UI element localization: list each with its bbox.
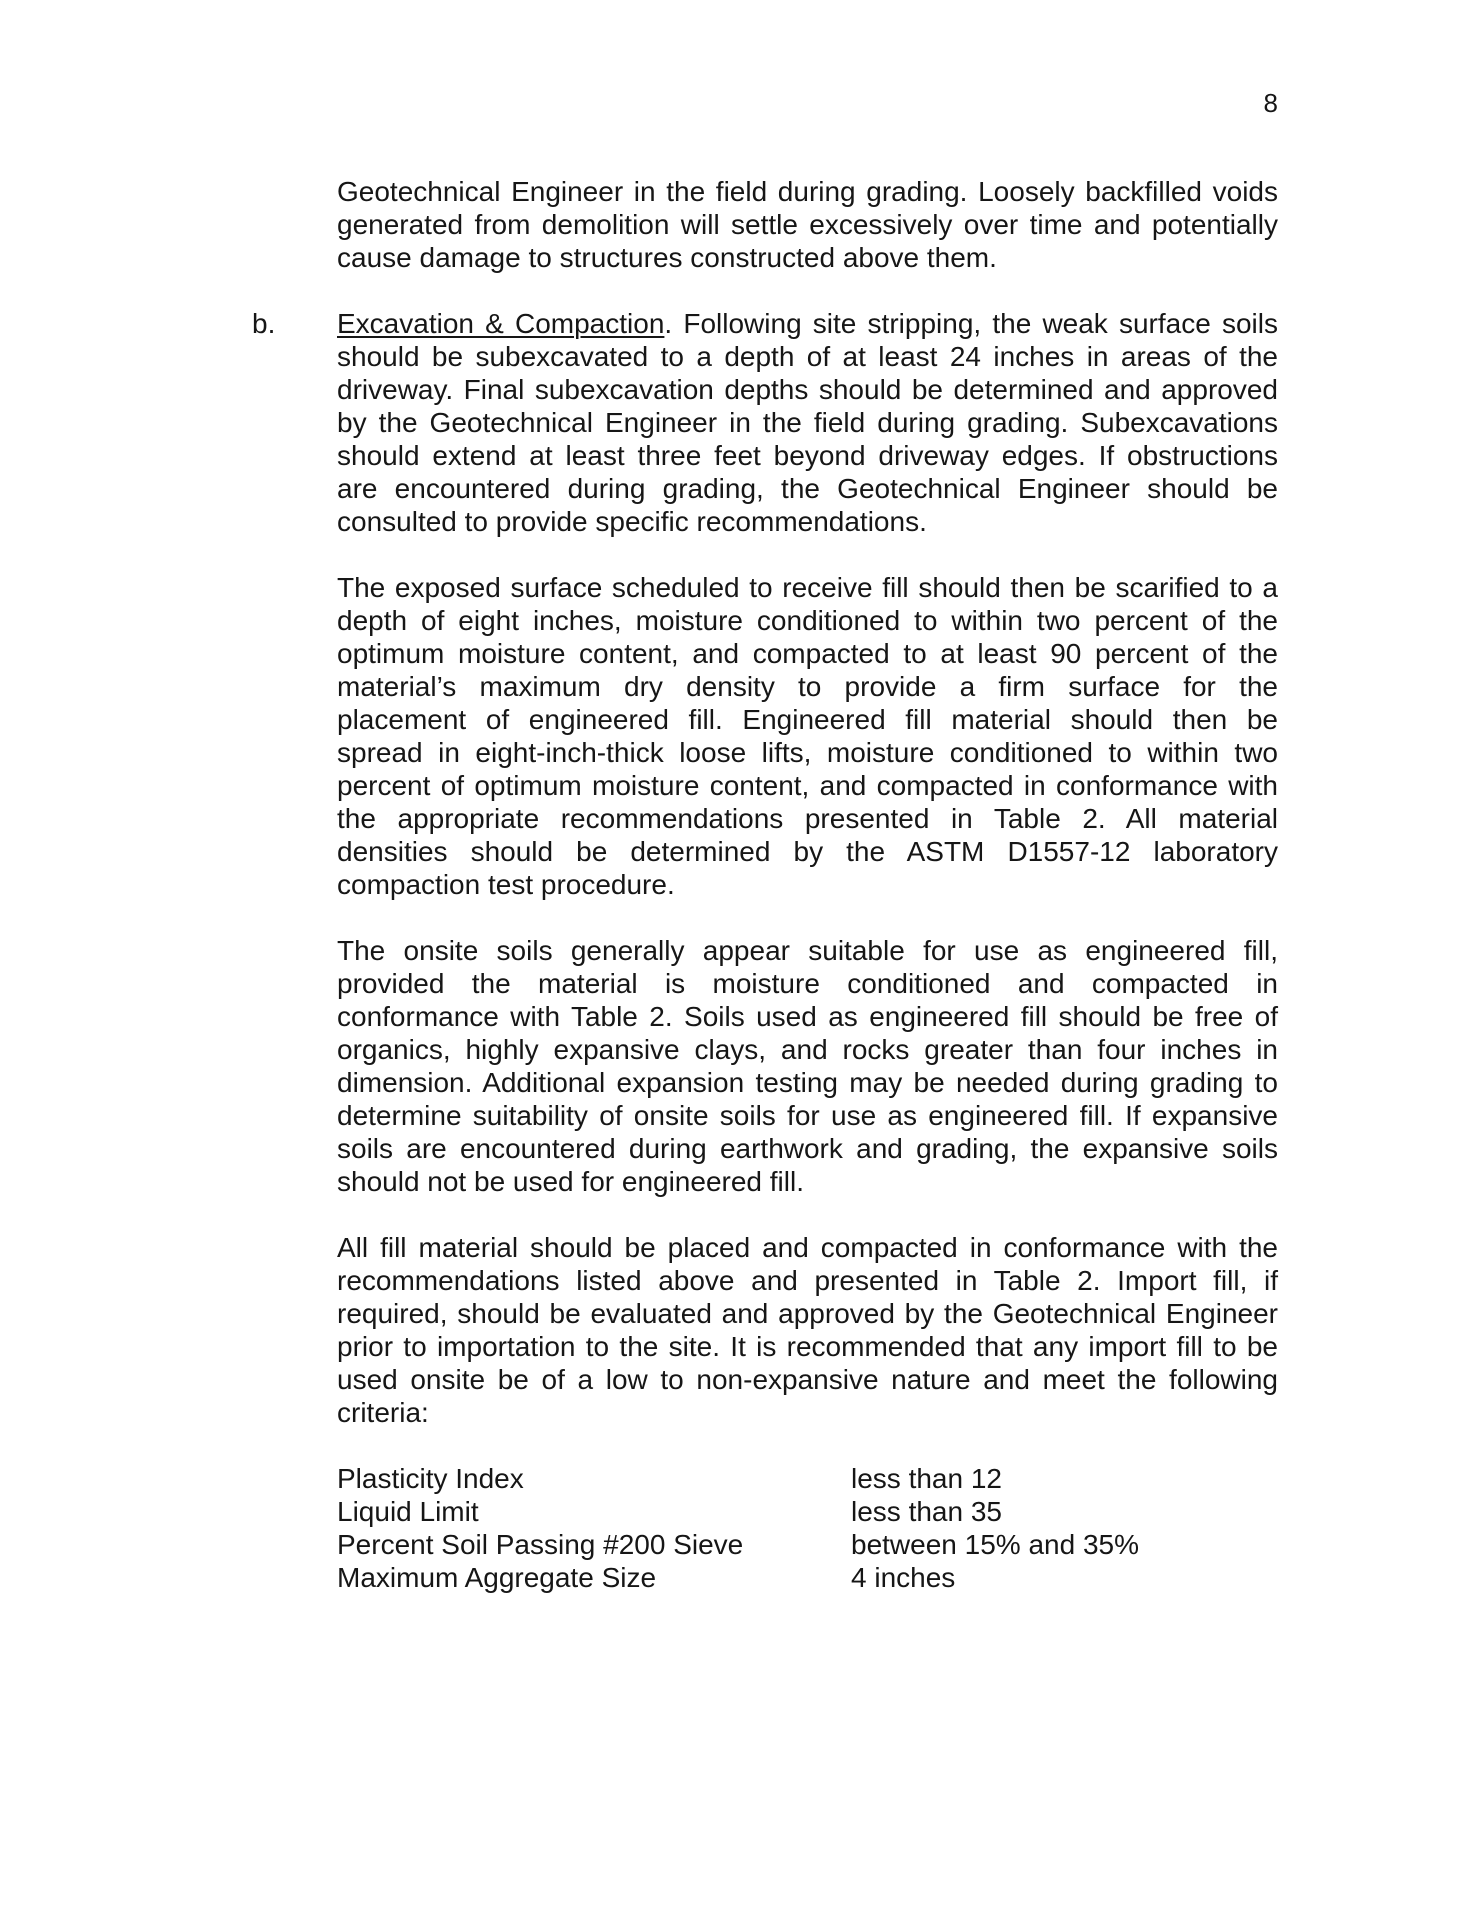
text-line: should not be used for engineered fill. (337, 1166, 804, 1197)
text-line: conformance with Table 2. Soils used as engineered fill should be free of (337, 1001, 1278, 1032)
criteria-requirement: less than 12 (851, 1463, 1002, 1494)
section-heading: Excavation & Compaction (337, 308, 665, 339)
criteria-property: Maximum Aggregate Size (337, 1562, 657, 1593)
text-line: densities should be determined by the ASTM D1557-12 laboratory (337, 836, 1278, 867)
text-line: are encountered during grading, the Geotechnical Engineer should be (337, 473, 1278, 504)
section-marker: b. (252, 308, 276, 339)
text-line: compaction test procedure. (337, 869, 675, 900)
text-line: placement of engineered fill. Engineered fill material should then be (337, 704, 1278, 735)
text-line: Geotechnical Engineer in the field during grading. Loosely backfilled voids (337, 176, 1278, 207)
text-line: should be subexcavated to a depth of at least 24 inches in areas of the (337, 341, 1278, 372)
criteria-property: Percent Soil Passing #200 Sieve (337, 1529, 744, 1560)
criteria-requirement: 4 inches (851, 1562, 956, 1593)
text-line: criteria: (337, 1397, 429, 1428)
text-line: consulted to provide specific recommendations. (337, 506, 927, 537)
text-line: spread in eight-inch-thick loose lifts, moisture conditioned to within two (337, 737, 1278, 768)
text-line: cause damage to structures constructed above them. (337, 242, 997, 273)
criteria-requirement: between 15% and 35% (851, 1529, 1139, 1560)
text-line-rest: . Following site stripping, the weak surface soils (664, 308, 1278, 339)
text-line: provided the material is moisture conditioned and compacted in (337, 968, 1278, 999)
text-line: The exposed surface scheduled to receive fill should then be scarified to a (337, 572, 1278, 603)
text-line: depth of eight inches, moisture conditioned to within two percent of the (337, 605, 1278, 636)
text-line: organics, highly expansive clays, and rocks greater than four inches in (337, 1034, 1278, 1065)
text-line: material’s maximum dry density to provide a firm surface for the (337, 671, 1278, 702)
text-line: by the Geotechnical Engineer in the field during grading. Subexcavations (337, 407, 1278, 438)
section-excavation-compaction (252, 307, 1278, 538)
criteria-requirement: less than 35 (851, 1496, 1002, 1527)
page-number: 8 (1263, 88, 1278, 118)
text-line: optimum moisture content, and compacted to at least 90 percent of the (337, 638, 1278, 669)
text-line: used onsite be of a low to non-expansive nature and meet the following (337, 1364, 1278, 1395)
text-line: prior to importation to the site. It is recommended that any import fill to be (337, 1331, 1278, 1362)
text-line: the appropriate recommendations presented in Table 2. All material (337, 803, 1278, 834)
text-line: percent of optimum moisture content, and compacted in conformance with (337, 770, 1278, 801)
text-line: soils are encountered during earthwork and grading, the expansive soils (337, 1133, 1278, 1164)
text-line: should extend at least three feet beyond driveway edges. If obstructions (337, 440, 1278, 471)
import-fill-criteria (337, 1462, 1278, 1594)
text-line: determine suitability of onsite soils for use as engineered fill. If expansive (337, 1100, 1278, 1131)
text-line: required, should be evaluated and approved by the Geotechnical Engineer (337, 1298, 1278, 1329)
text-line: generated from demolition will settle excessively over time and potentially (337, 209, 1278, 240)
text-line: The onsite soils generally appear suitable for use as engineered fill, (337, 935, 1278, 966)
paragraph-onsite-soils (337, 934, 1278, 1198)
text-line: All fill material should be placed and compacted in conformance with the (337, 1232, 1278, 1263)
paragraph-continuation (337, 175, 1278, 274)
page-body (252, 175, 1278, 1594)
text-line: driveway. Final subexcavation depths should be determined and approved (337, 374, 1278, 405)
paragraph-fill-placement (337, 571, 1278, 901)
criteria-property: Plasticity Index (337, 1463, 524, 1494)
text-line: recommendations listed above and presented in Table 2. Import fill, if (337, 1265, 1278, 1296)
text-line: dimension. Additional expansion testing may be needed during grading to (337, 1067, 1278, 1098)
paragraph-import-fill (337, 1231, 1278, 1429)
text-line (337, 307, 1278, 340)
criteria-property: Liquid Limit (337, 1496, 479, 1527)
